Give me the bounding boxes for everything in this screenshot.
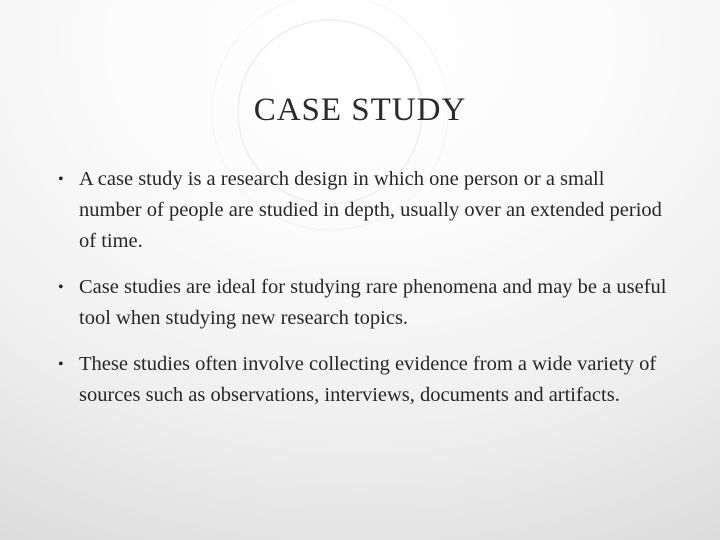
bullet-text: These studies often involve collecting evidence from a wide variety of sources such as observations, interviews, documents and artifacts. (79, 353, 657, 406)
bullet-item (58, 272, 670, 334)
bullet-text: Case studies are ideal for studying rare phenomena and may be a useful tool when studying new research topics. (79, 276, 667, 329)
bullet-list (58, 164, 670, 426)
bullet-marker: • (58, 279, 64, 296)
bullet-item (58, 349, 670, 411)
bullet-marker: • (58, 356, 64, 373)
bullet-item (58, 164, 670, 257)
bullet-text: A case study is a research design in which one person or a small number of people are studied in depth, usually over an extended period of time. (79, 168, 662, 252)
slide-title: CASE STUDY (253, 92, 467, 128)
bullet-marker: • (58, 171, 64, 188)
